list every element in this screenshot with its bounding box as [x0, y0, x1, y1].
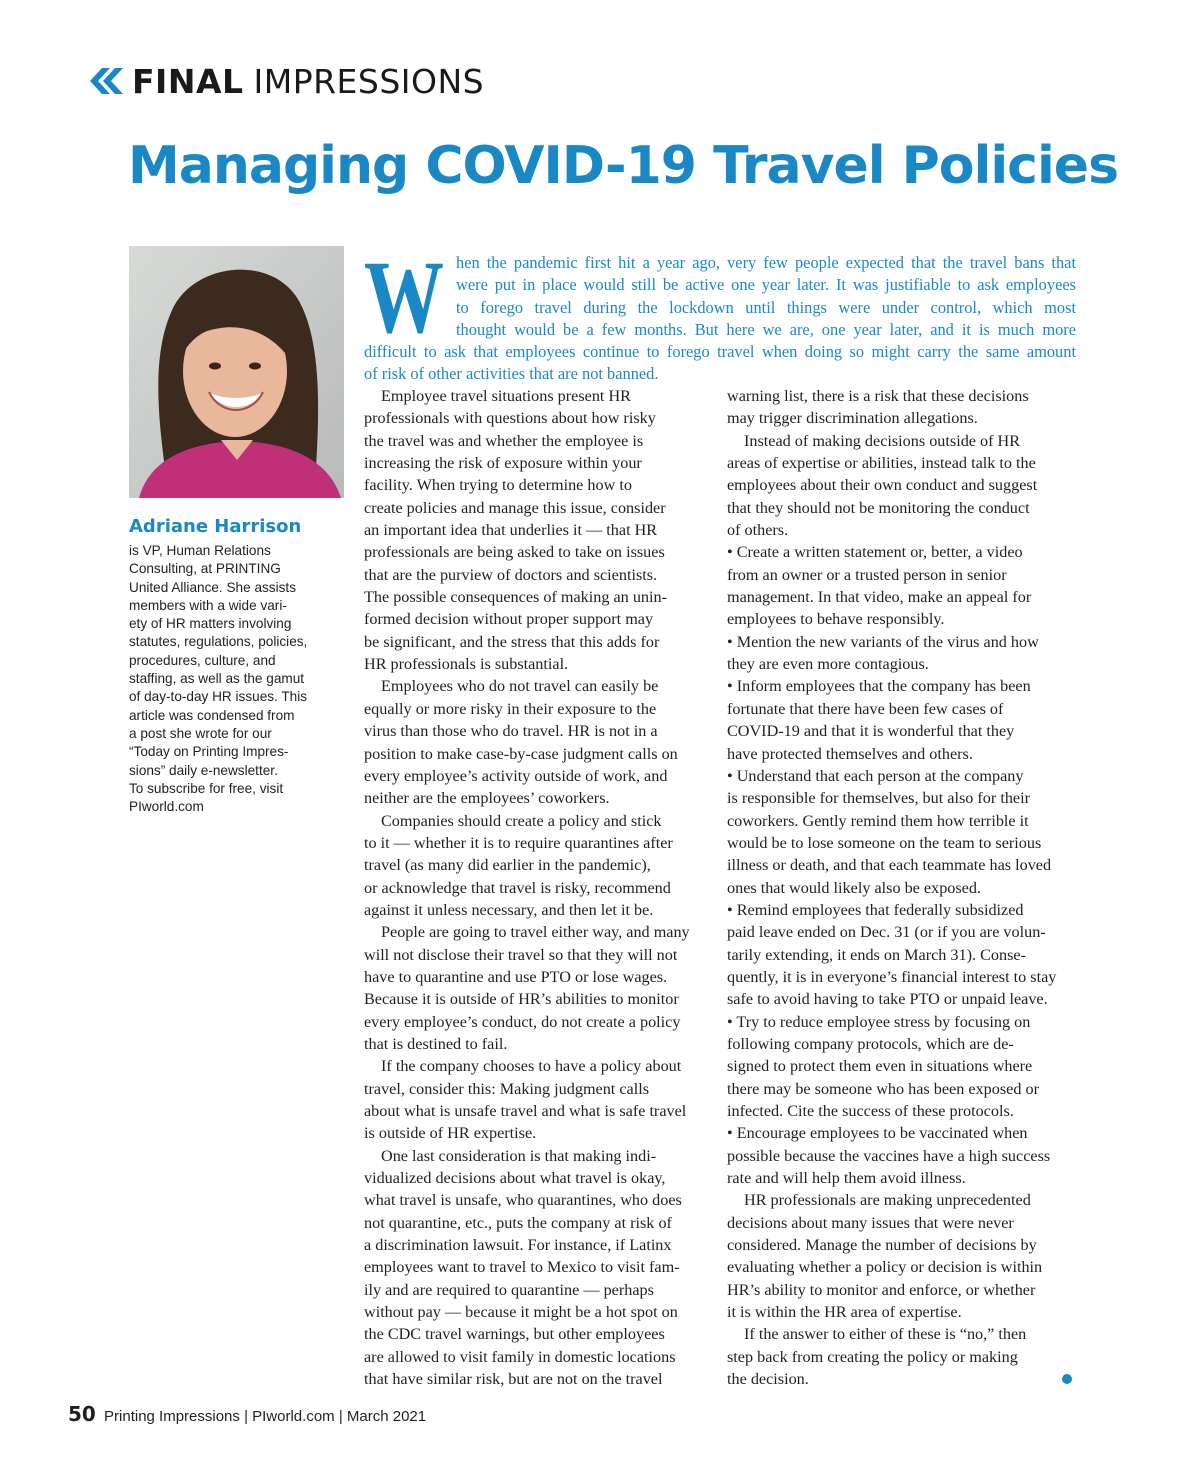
article-line: the decision.	[727, 1370, 809, 1389]
article-line: employees want to travel to Mexico to visit fam-	[364, 1258, 680, 1277]
author-bio-line: staffing, as well as the gamut	[129, 671, 305, 687]
article-line: facility. When trying to determine how to	[364, 476, 632, 495]
article-line: coworkers. Gently remind them how terrible it	[727, 811, 1029, 830]
article-line: management. In that video, make an appeal for	[727, 588, 1032, 607]
section-header	[88, 58, 484, 104]
article-line: signed to protect them even in situations where	[727, 1057, 1033, 1076]
article-line: HR’s ability to monitor and enforce, or whether	[727, 1280, 1036, 1299]
intro-line: hen the pandemic first hit a year ago, very few people expected that the travel bans that	[456, 253, 1076, 272]
article-line: would be to lose someone on the team to serious	[727, 833, 1042, 852]
article-line: Employees who do not travel can easily be	[381, 677, 659, 696]
article-line: formed decision without proper support may	[364, 610, 654, 629]
intro-line: were put in place would still be active one year later. It was justifiable to ask employees	[456, 275, 1076, 295]
article-line: create policies and manage this issue, consider	[364, 498, 666, 517]
article-line: vidualized decisions about what travel is okay,	[364, 1169, 666, 1188]
article-line: rate and will help them avoid illness.	[727, 1169, 966, 1188]
article-line: HR professionals is substantial.	[364, 655, 569, 674]
author-bio-line: “Today on Printing Impres-	[129, 744, 289, 760]
article-line: it is within the HR area of expertise.	[727, 1303, 962, 1322]
article-line: following company protocols, which are de-	[727, 1034, 1014, 1053]
article-line: is outside of HR expertise.	[364, 1124, 537, 1143]
article-line: are allowed to visit family in domestic locations	[364, 1347, 676, 1366]
article-line: illness or death, and that each teammate has loved	[727, 856, 1052, 875]
article-line: or acknowledge that travel is risky, recommend	[364, 878, 671, 897]
article-line: Companies should create a policy and stick	[381, 811, 662, 830]
footer-text: Printing Impressions | PIworld.com | March 2021	[104, 1408, 427, 1425]
article-line: travel, consider this: Making judgment calls	[364, 1079, 650, 1098]
article-line: decisions about many issues that were never	[727, 1213, 1014, 1232]
article-line: travel (as many did earlier in the pandemic),	[364, 856, 651, 875]
article-line: an important idea that underlies it — that HR	[364, 521, 658, 540]
article-line: that they should not be monitoring the conduct	[727, 498, 1030, 517]
article-line: they are even more contagious.	[727, 655, 929, 674]
article-line: virus than those who do travel. HR is not in a	[364, 722, 658, 741]
author-name: Adriane Harrison	[129, 516, 302, 537]
section-name-bold: FINAL	[132, 61, 244, 101]
article-line: that is destined to fail.	[364, 1034, 508, 1053]
article-line: evaluating whether a policy or decision is within	[727, 1258, 1043, 1277]
author-portrait-image	[129, 246, 344, 498]
author-bio-line: of day-to-day HR issues. This	[129, 689, 308, 705]
page-footer	[68, 1402, 426, 1426]
article-line: be significant, and the stress that this adds for	[364, 632, 660, 651]
article-line: of others.	[727, 521, 789, 540]
article-line: quently, it is in everyone’s financial interest to stay	[727, 967, 1057, 986]
article-line: to it — whether it is to require quarantines after	[364, 833, 673, 852]
author-bio-line: members with a wide vari-	[129, 597, 287, 613]
article-line: what travel is unsafe, who quarantines, who does	[364, 1191, 682, 1210]
article-line: have protected themselves and others.	[727, 744, 973, 763]
article-line: • Mention the new variants of the virus and how	[727, 632, 1039, 651]
article-line: employees about their own conduct and suggest	[727, 476, 1038, 495]
author-bio-line: United Alliance. She assists	[129, 579, 296, 595]
article-line: tarily extending, it ends on March 31). Conse-	[727, 945, 1026, 964]
article-line: may trigger discrimination allegations.	[727, 409, 978, 428]
article-line: If the answer to either of these is “no,” then	[744, 1325, 1027, 1344]
article-line: Because it is outside of HR’s abilities to monitor	[364, 990, 679, 1009]
intro-line: thought would be a few months. But here we are, one year later, and it is much more	[456, 319, 1076, 339]
article-line: considered. Manage the number of decisions by	[727, 1236, 1037, 1255]
intro-line: of risk of other activities that are not banned.	[364, 364, 659, 384]
article-line: Employee travel situations present HR	[381, 387, 631, 405]
author-bio-line: Consulting, at PRINTING	[129, 561, 281, 577]
article-line: Instead of making decisions outside of HR	[744, 431, 1021, 450]
author-bio-line: a post she wrote for our	[129, 725, 272, 741]
article-line: ily and are required to quarantine — perhaps	[364, 1280, 654, 1299]
article-line: HR professionals are making unprecedented	[744, 1191, 1031, 1210]
author-bio-line: procedures, culture, and	[129, 652, 276, 668]
article-line: not quarantine, etc., puts the company at risk of	[364, 1213, 672, 1232]
article-line: from an owner or a trusted person in senior	[727, 565, 1007, 584]
article-line: position to make case-by-case judgment calls on	[364, 744, 678, 763]
intro-line: to forego travel during the lockdown until things were under control, which most	[456, 297, 1076, 317]
article-line: every employee’s conduct, do not create a policy	[364, 1012, 681, 1031]
author-bio-line: ety of HR matters involving	[129, 616, 292, 632]
article-line: possible because the vaccines have a high success	[727, 1146, 1051, 1165]
article-line: the travel was and whether the employee is	[364, 431, 644, 450]
article-line: areas of expertise or abilities, instead talk to the	[727, 454, 1036, 473]
author-bio-line: PIworld.com	[129, 799, 204, 815]
article-line: against it unless necessary, and then let it be.	[364, 900, 654, 919]
article-line: about what is unsafe travel and what is safe travel	[364, 1102, 687, 1120]
author-bio	[129, 542, 347, 816]
article-line: a discrimination lawsuit. For instance, if Latinx	[364, 1236, 672, 1255]
article-line: is responsible for themselves, but also for their	[727, 789, 1031, 808]
article-column-1	[364, 385, 710, 1390]
author-bio-line: sions” daily e-newsletter.	[129, 762, 278, 778]
article-line: The possible consequences of making an unin-	[364, 588, 667, 607]
article-line: step back from creating the policy or making	[727, 1347, 1018, 1366]
article-line: equally or more risky in their exposure to the	[364, 699, 657, 718]
drop-cap-letter: W	[364, 240, 444, 355]
article-line: employees to behave responsibly.	[727, 610, 945, 629]
article-line: • Create a written statement or, better, a video	[727, 543, 1023, 562]
intro-paragraph	[364, 252, 1076, 386]
author-bio-line: To subscribe for free, visit	[129, 780, 284, 796]
article-line: People are going to travel either way, and many	[381, 923, 690, 942]
author-photo	[129, 246, 344, 498]
article-line: infected. Cite the success of these protocols.	[727, 1102, 1014, 1120]
article-line: every employee’s activity outside of work, and	[364, 766, 668, 785]
article-column-2	[727, 385, 1073, 1390]
article-line: have to quarantine and use PTO or lose wages.	[364, 967, 668, 986]
article-line: professionals with questions about how risky	[364, 409, 656, 428]
author-bio-line: article was condensed from	[129, 707, 295, 723]
article-title: Managing COVID-19 Travel Policies	[128, 136, 1119, 196]
article-line: COVID-19 and that it is wonderful that they	[727, 722, 1015, 741]
article-line: warning list, there is a risk that these decisions	[727, 387, 1029, 405]
author-bio-line: is VP, Human Relations	[129, 543, 271, 558]
article-line: that are the purview of doctors and scientists.	[364, 565, 658, 584]
double-chevron-left-icon	[88, 66, 124, 96]
article-line: without pay — because it might be a hot spot on	[364, 1303, 678, 1322]
section-name-light: IMPRESSIONS	[253, 61, 485, 101]
article-line: will not disclose their travel so that they will not	[364, 945, 678, 964]
article-line: • Encourage employees to be vaccinated when	[727, 1124, 1028, 1143]
article-line: neither are the employees’ coworkers.	[364, 789, 610, 808]
intro-line: difficult to ask that employees continue to forego travel when doing so might carry the same amount	[364, 342, 1076, 362]
article-line: • Try to reduce employee stress by focusing on	[727, 1012, 1031, 1031]
article-line: that have similar risk, but are not on the travel	[364, 1370, 663, 1389]
page-number: 50	[68, 1402, 96, 1426]
article-line: safe to avoid having to take PTO or unpaid leave.	[727, 990, 1048, 1009]
article-line: One last consideration is that making indi-	[381, 1146, 657, 1165]
article-line: there may be someone who has been exposed or	[727, 1079, 1039, 1098]
article-line: If the company chooses to have a policy about	[381, 1057, 682, 1076]
article-line: paid leave ended on Dec. 31 (or if you are volun-	[727, 923, 1046, 942]
article-line: • Understand that each person at the company	[727, 766, 1024, 785]
author-bio-line: statutes, regulations, policies,	[129, 634, 308, 650]
article-line: • Remind employees that federally subsidized	[727, 900, 1024, 919]
article-line: • Inform employees that the company has been	[727, 677, 1031, 696]
article-line: increasing the risk of exposure within your	[364, 454, 642, 473]
article-line: the CDC travel warnings, but other employees	[364, 1325, 665, 1344]
article-line: professionals are being asked to take on issues	[364, 543, 665, 562]
article-line: fortunate that there have been few cases of	[727, 699, 1004, 718]
article-line: ones that would likely also be exposed.	[727, 878, 982, 897]
end-of-article-dot	[1062, 1374, 1072, 1384]
